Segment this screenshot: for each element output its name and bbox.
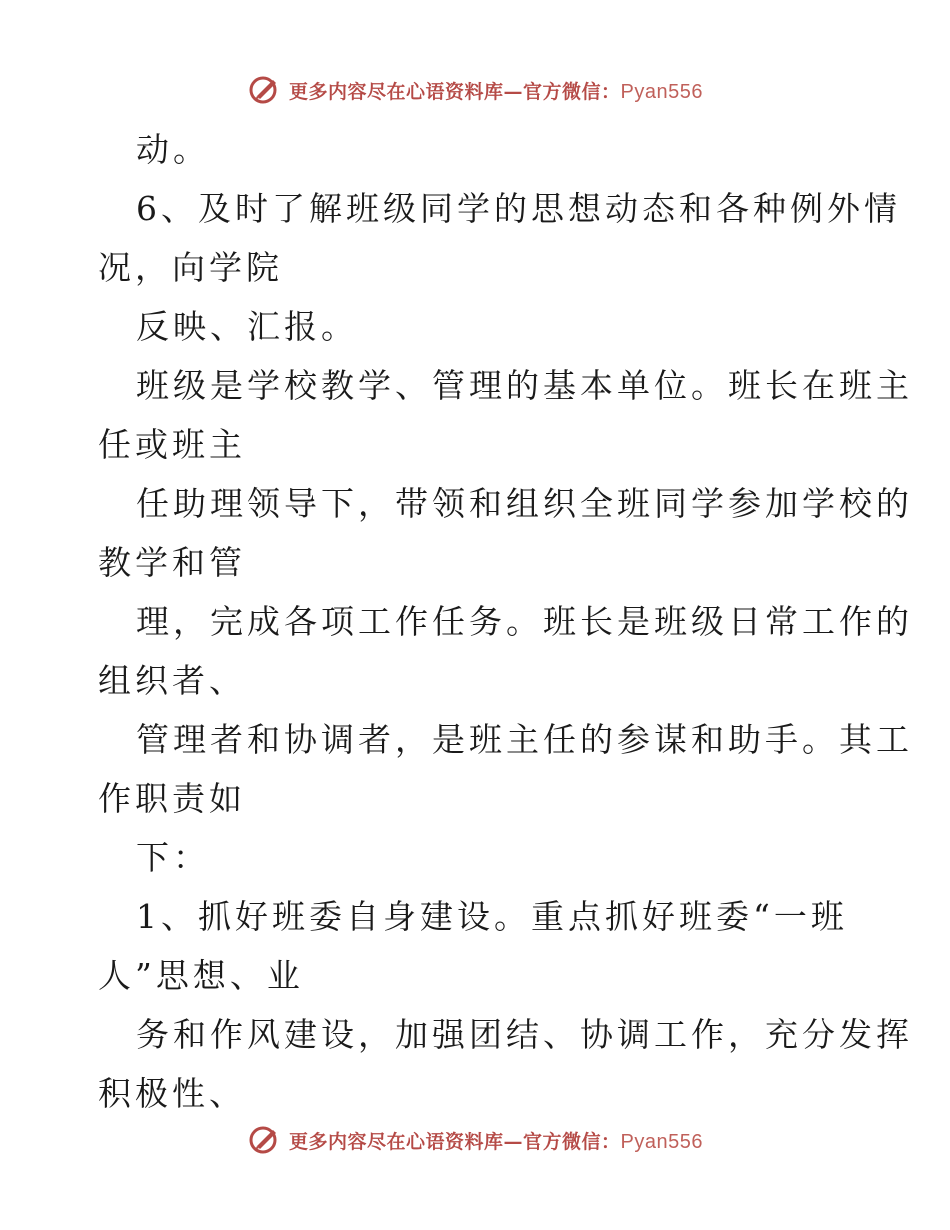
body-line: 积极性、: [98, 1074, 246, 1113]
header-banner-text: 更多内容尽在心语资料库—官方微信：Pyan556: [289, 80, 703, 103]
footer-banner-code: Pyan556: [620, 1130, 703, 1153]
body-line: 人”思想、业: [98, 956, 304, 995]
body-line: 教学和管: [98, 543, 246, 582]
footer-banner-text: 更多内容尽在心语资料库—官方微信：Pyan556: [289, 1130, 703, 1153]
body-line: 1、抓好班委自身建设。重点抓好班委“一班: [136, 897, 848, 936]
body-line: 理，完成各项工作任务。班长是班级日常工作的: [136, 602, 913, 641]
header-watermark-banner: [0, 70, 950, 110]
body-line: 务和作风建设，加强团结、协调工作，充分发挥: [136, 1015, 913, 1054]
body-line: 管理者和协调者，是班主任的参谋和助手。其工: [136, 720, 913, 759]
body-line: 组织者、: [98, 661, 246, 700]
footer-watermark-banner: [0, 1120, 950, 1160]
ribbon-pen-logo-icon: [247, 1122, 283, 1158]
document-body: [98, 120, 913, 1123]
body-line: 动。: [136, 130, 210, 169]
body-line: 任助理领导下，带领和组织全班同学参加学校的: [136, 484, 913, 523]
ribbon-pen-logo-icon: [247, 72, 283, 108]
body-line: 况，向学院: [98, 248, 283, 287]
header-banner-code: Pyan556: [620, 80, 703, 103]
body-line: 任或班主: [98, 425, 246, 464]
body-line: 下：: [136, 838, 210, 877]
body-line: 6、及时了解班级同学的思想动态和各种例外情: [136, 189, 901, 228]
body-line: 反映、汇报。: [136, 307, 358, 346]
body-line: 班级是学校教学、管理的基本单位。班长在班主: [136, 366, 913, 405]
body-line: 作职责如: [98, 779, 246, 818]
